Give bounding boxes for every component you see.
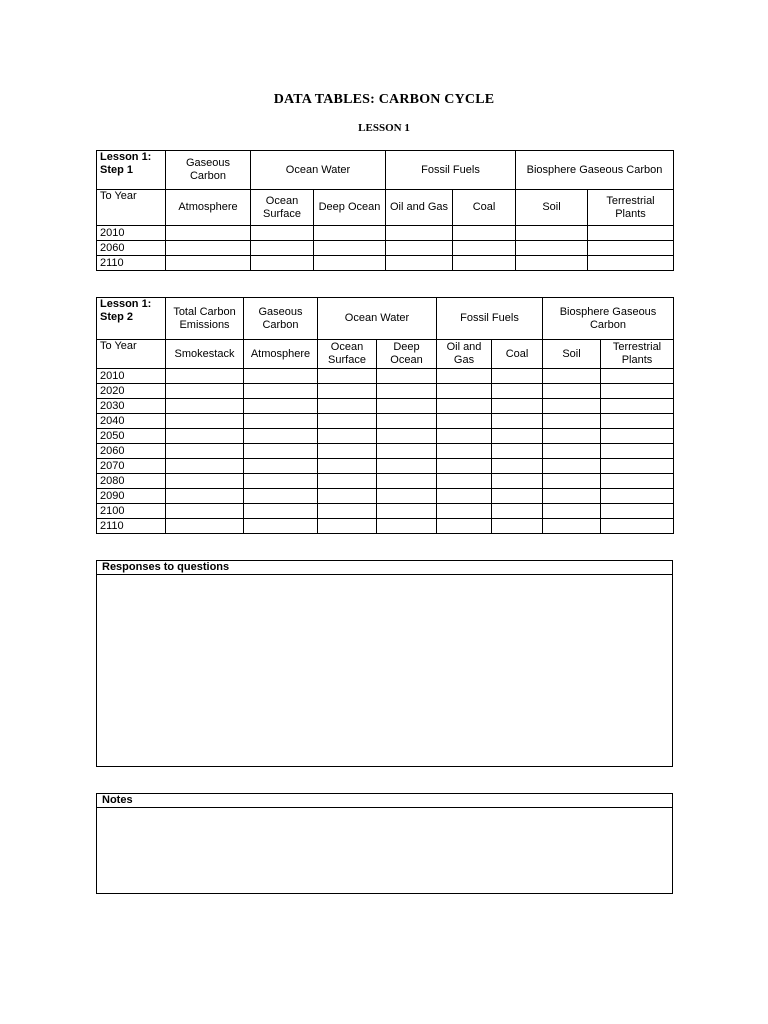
- data-cell[interactable]: [437, 369, 492, 384]
- data-cell[interactable]: [601, 474, 674, 489]
- notes-box[interactable]: [96, 793, 673, 894]
- responses-box[interactable]: [96, 560, 673, 767]
- data-cell[interactable]: [601, 444, 674, 459]
- year-cell: 2010: [97, 226, 166, 241]
- data-cell[interactable]: [437, 519, 492, 534]
- data-cell[interactable]: [318, 399, 377, 414]
- table-row: [97, 414, 674, 429]
- group-header: Fossil Fuels: [437, 298, 543, 340]
- table-row: [97, 519, 674, 534]
- data-cell[interactable]: [601, 414, 674, 429]
- year-cell: 2020: [97, 384, 166, 399]
- year-cell: 2070: [97, 459, 166, 474]
- column-header: Atmosphere: [166, 190, 251, 226]
- data-cell[interactable]: [543, 519, 601, 534]
- data-cell[interactable]: [166, 414, 244, 429]
- data-cell[interactable]: [386, 241, 453, 256]
- table-corner-label: Lesson 1: Step 2: [97, 298, 166, 340]
- data-cell[interactable]: [543, 474, 601, 489]
- column-header: Oil and Gas: [386, 190, 453, 226]
- data-cell[interactable]: [166, 241, 251, 256]
- data-cell[interactable]: [244, 429, 318, 444]
- data-cell[interactable]: [492, 504, 543, 519]
- data-cell[interactable]: [601, 519, 674, 534]
- data-cell[interactable]: [492, 459, 543, 474]
- data-cell[interactable]: [318, 414, 377, 429]
- data-cell[interactable]: [386, 226, 453, 241]
- group-header: Total Carbon Emissions: [166, 298, 244, 340]
- data-cell[interactable]: [314, 256, 386, 271]
- data-table-step-2: [96, 297, 674, 534]
- column-header: Atmosphere: [244, 340, 318, 369]
- data-cell[interactable]: [492, 444, 543, 459]
- data-cell[interactable]: [437, 429, 492, 444]
- data-cell[interactable]: [492, 399, 543, 414]
- year-cell: 2100: [97, 504, 166, 519]
- table-row: [97, 226, 674, 241]
- column-header: Coal: [492, 340, 543, 369]
- data-cell[interactable]: [318, 444, 377, 459]
- page-title: DATA TABLES: CARBON CYCLE: [273, 92, 495, 107]
- data-cell[interactable]: [166, 369, 244, 384]
- year-cell: 2040: [97, 414, 166, 429]
- data-cell[interactable]: [601, 489, 674, 504]
- data-cell[interactable]: [601, 429, 674, 444]
- column-header: Oil and Gas: [437, 340, 492, 369]
- data-cell[interactable]: [386, 256, 453, 271]
- responses-header: Responses to questions: [97, 561, 672, 575]
- group-header: Gaseous Carbon: [244, 298, 318, 340]
- data-cell[interactable]: [492, 414, 543, 429]
- data-cell[interactable]: [543, 489, 601, 504]
- data-cell[interactable]: [166, 399, 244, 414]
- data-cell[interactable]: [543, 429, 601, 444]
- data-cell[interactable]: [492, 429, 543, 444]
- data-cell[interactable]: [244, 519, 318, 534]
- data-cell[interactable]: [543, 399, 601, 414]
- data-cell[interactable]: [244, 504, 318, 519]
- table-row: [97, 459, 674, 474]
- data-cell[interactable]: [516, 241, 588, 256]
- data-cell[interactable]: [377, 519, 437, 534]
- column-header: Deep Ocean: [314, 190, 386, 226]
- data-cell[interactable]: [437, 489, 492, 504]
- data-cell[interactable]: [166, 429, 244, 444]
- data-cell[interactable]: [437, 384, 492, 399]
- group-header: Fossil Fuels: [386, 151, 516, 190]
- data-cell[interactable]: [318, 519, 377, 534]
- data-cell[interactable]: [244, 414, 318, 429]
- data-cell[interactable]: [166, 444, 244, 459]
- data-cell[interactable]: [601, 384, 674, 399]
- column-header: Terrestrial Plants: [601, 340, 674, 369]
- data-cell[interactable]: [588, 256, 674, 271]
- data-cell[interactable]: [318, 459, 377, 474]
- column-header: Smokestack: [166, 340, 244, 369]
- data-cell[interactable]: [543, 459, 601, 474]
- year-cell: 2030: [97, 399, 166, 414]
- data-cell[interactable]: [492, 489, 543, 504]
- data-cell[interactable]: [318, 369, 377, 384]
- notes-header: Notes: [97, 794, 672, 808]
- data-cell[interactable]: [543, 414, 601, 429]
- table-row: [97, 429, 674, 444]
- data-cell[interactable]: [453, 226, 516, 241]
- data-cell[interactable]: [377, 399, 437, 414]
- table-corner-label: Lesson 1: Step 1: [97, 151, 166, 190]
- data-cell[interactable]: [377, 414, 437, 429]
- group-header: Ocean Water: [318, 298, 437, 340]
- data-cell[interactable]: [601, 459, 674, 474]
- data-cell[interactable]: [318, 489, 377, 504]
- data-cell[interactable]: [437, 474, 492, 489]
- column-header: Ocean Surface: [318, 340, 377, 369]
- data-cell[interactable]: [166, 504, 244, 519]
- data-cell[interactable]: [492, 519, 543, 534]
- data-cell[interactable]: [244, 384, 318, 399]
- data-cell[interactable]: [166, 459, 244, 474]
- data-cell[interactable]: [166, 489, 244, 504]
- data-cell[interactable]: [314, 241, 386, 256]
- data-cell[interactable]: [377, 444, 437, 459]
- data-cell[interactable]: [377, 384, 437, 399]
- data-cell[interactable]: [437, 399, 492, 414]
- data-cell[interactable]: [166, 256, 251, 271]
- data-cell[interactable]: [244, 489, 318, 504]
- table-row: [97, 241, 674, 256]
- table-row: [97, 384, 674, 399]
- data-cell[interactable]: [437, 414, 492, 429]
- row-header-label: To Year: [97, 340, 166, 369]
- data-cell[interactable]: [377, 429, 437, 444]
- data-cell[interactable]: [543, 369, 601, 384]
- column-header: Ocean Surface: [251, 190, 314, 226]
- data-cell[interactable]: [244, 399, 318, 414]
- column-header: Soil: [516, 190, 588, 226]
- group-header: Ocean Water: [251, 151, 386, 190]
- data-cell[interactable]: [601, 369, 674, 384]
- data-cell[interactable]: [437, 504, 492, 519]
- data-cell[interactable]: [453, 241, 516, 256]
- data-cell[interactable]: [166, 226, 251, 241]
- data-cell[interactable]: [377, 459, 437, 474]
- data-cell[interactable]: [492, 369, 543, 384]
- page-subtitle: LESSON 1: [358, 122, 410, 134]
- data-cell[interactable]: [166, 384, 244, 399]
- data-cell[interactable]: [244, 369, 318, 384]
- data-cell[interactable]: [516, 256, 588, 271]
- data-cell[interactable]: [318, 474, 377, 489]
- year-cell: 2080: [97, 474, 166, 489]
- table-row: [97, 474, 674, 489]
- year-cell: 2060: [97, 444, 166, 459]
- data-cell[interactable]: [543, 444, 601, 459]
- table-row: [97, 489, 674, 504]
- table-row: [97, 369, 674, 384]
- data-cell[interactable]: [318, 384, 377, 399]
- column-header: Deep Ocean: [377, 340, 437, 369]
- data-cell[interactable]: [588, 226, 674, 241]
- table-row: [97, 256, 674, 271]
- row-header-label: To Year: [97, 190, 166, 226]
- data-cell[interactable]: [251, 256, 314, 271]
- table-row: [97, 444, 674, 459]
- data-cell[interactable]: [318, 504, 377, 519]
- data-cell[interactable]: [244, 474, 318, 489]
- column-header: Soil: [543, 340, 601, 369]
- data-cell[interactable]: [437, 444, 492, 459]
- data-cell[interactable]: [543, 384, 601, 399]
- data-cell[interactable]: [492, 384, 543, 399]
- data-cell[interactable]: [453, 256, 516, 271]
- data-cell[interactable]: [377, 369, 437, 384]
- column-header: Terrestrial Plants: [588, 190, 674, 226]
- year-cell: 2110: [97, 256, 166, 271]
- data-cell[interactable]: [601, 399, 674, 414]
- table-row: [97, 399, 674, 414]
- year-cell: 2110: [97, 519, 166, 534]
- data-cell[interactable]: [251, 226, 314, 241]
- data-cell[interactable]: [543, 504, 601, 519]
- column-header: Coal: [453, 190, 516, 226]
- data-cell[interactable]: [244, 444, 318, 459]
- group-header: Biosphere Gaseous Carbon: [543, 298, 674, 340]
- data-cell[interactable]: [377, 489, 437, 504]
- data-cell[interactable]: [516, 226, 588, 241]
- data-cell[interactable]: [601, 504, 674, 519]
- table-row: [97, 504, 674, 519]
- data-cell[interactable]: [492, 474, 543, 489]
- data-cell[interactable]: [318, 429, 377, 444]
- data-cell[interactable]: [166, 474, 244, 489]
- group-header: Biosphere Gaseous Carbon: [516, 151, 674, 190]
- data-table-step-1: [96, 150, 674, 271]
- year-cell: 2090: [97, 489, 166, 504]
- data-cell[interactable]: [244, 459, 318, 474]
- data-cell[interactable]: [377, 504, 437, 519]
- data-cell[interactable]: [437, 459, 492, 474]
- data-cell[interactable]: [251, 241, 314, 256]
- group-header: Gaseous Carbon: [166, 151, 251, 190]
- year-cell: 2060: [97, 241, 166, 256]
- data-cell[interactable]: [377, 474, 437, 489]
- year-cell: 2050: [97, 429, 166, 444]
- table-body: [97, 369, 674, 534]
- year-cell: 2010: [97, 369, 166, 384]
- data-cell[interactable]: [166, 519, 244, 534]
- data-cell[interactable]: [314, 226, 386, 241]
- data-cell[interactable]: [588, 241, 674, 256]
